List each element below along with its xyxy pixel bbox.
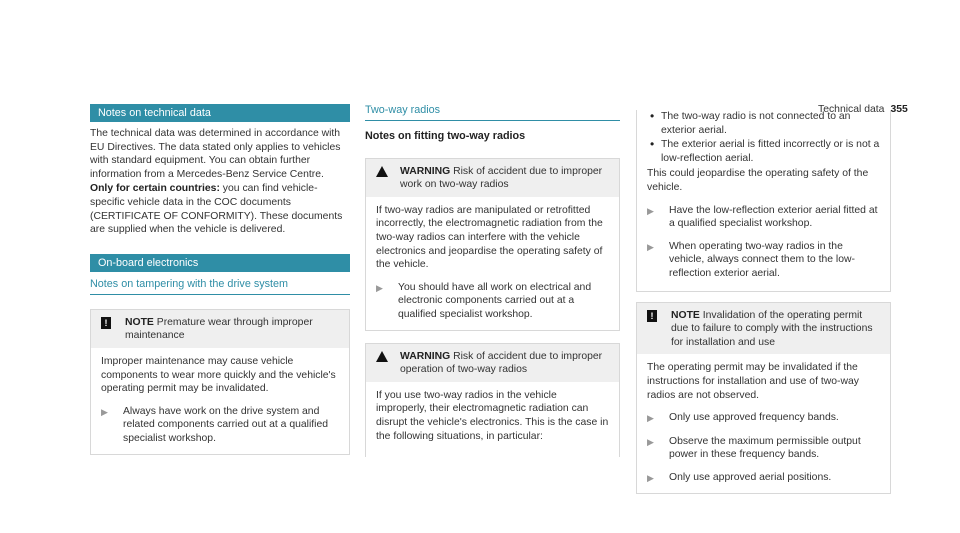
arrow-right-icon: ▶: [647, 472, 654, 483]
heading-onboard-electronics: On-board electronics: [90, 254, 350, 272]
note-box-header: [637, 303, 890, 355]
warning-box-body: [366, 382, 619, 457]
warning-body-text: If two-way radios are manipulated or retrofitted incorrectly, the electromagnetic radiation from the two-way radios can interfere with the vehicle electronics and jeopardise the operating safety of the vehicle.: [376, 204, 603, 271]
heading-fitting-radios: Notes on fitting two-way radios: [365, 130, 526, 142]
arrow-right-icon: ▶: [376, 282, 383, 293]
instruction-step: ▶ Only use approved aerial positions.: [647, 471, 880, 486]
instruction-step: ▶ Observe the maximum permissible output power in these frequency bands.: [647, 435, 861, 461]
instruction-step: ▶ When operating two-way radios in the vehicle, always connect them to the low-reflection exterior aerial.: [647, 240, 855, 279]
note-body-text: Improper maintenance may cause vehicle components to wear more quickly and the vehicle's operating permit may be invalidated.: [101, 355, 336, 395]
note-body-text: The operating permit may be invalidated if the instructions for installation and use of two-way radios are not observed.: [647, 362, 859, 401]
list-item: • The exterior aerial is fitted incorrectly or is not a low-reflection aerial.: [647, 138, 880, 165]
warning-title: Risk of accident due to improper operation of two-way radios: [400, 350, 603, 376]
arrow-right-icon: ▶: [647, 241, 654, 252]
instruction-step: ▶ Only use approved frequency bands.: [647, 411, 880, 426]
warning-body-text: If you use two-way radios in the vehicle improperly, their electromagnetic radiation can disrupt the vehicle's electronics. This is the case in the following situations, in particular:: [376, 389, 609, 442]
step-text: Always have work on the drive system and related components carried out at a qualified specialist workshop.: [123, 405, 329, 444]
warning-box-header: [366, 159, 619, 197]
bullet-icon: •: [650, 137, 655, 152]
note-icon: !: [647, 309, 671, 350]
list-item: • The two-way radio is not connected to an exterior aerial.: [647, 110, 880, 137]
arrow-right-icon: ▶: [647, 205, 654, 216]
heading-technical-data: Notes on technical data: [90, 104, 350, 122]
warning-continuation-box: [636, 110, 891, 292]
page-number: 355: [890, 104, 908, 115]
warning-label: WARNING: [400, 165, 451, 177]
countries-paragraph: [90, 182, 350, 236]
warning-triangle-icon: [376, 350, 400, 377]
bullet-icon: •: [650, 109, 655, 123]
warning-box-body: [366, 197, 619, 330]
warning-box-work: [365, 158, 620, 331]
warning-box-header: [366, 344, 619, 382]
column-middle: [365, 104, 620, 457]
warning-box-operation: [365, 343, 620, 458]
column-left: [90, 104, 350, 455]
arrow-right-icon: ▶: [647, 436, 654, 447]
note-label: NOTE: [125, 316, 154, 328]
warning-title: Risk of accident due to improper work on two-way radios: [400, 165, 603, 191]
note-box-maintenance: [90, 309, 350, 455]
instruction-step: [101, 405, 339, 446]
note-icon: !: [101, 316, 125, 343]
instruction-step: ▶ Have the low-reflection exterior aerial fitted at a qualified specialist workshop.: [647, 204, 878, 230]
instruction-step: [376, 281, 609, 322]
column-right: [636, 110, 891, 494]
note-title: Premature wear through improper maintenance: [125, 316, 313, 342]
note-label: NOTE: [671, 309, 700, 321]
heading-tampering: Notes on tampering with the drive system: [90, 278, 350, 295]
warning-triangle-icon: [376, 165, 400, 192]
arrow-right-icon: ▶: [647, 413, 654, 424]
arrow-right-icon: ▶: [101, 406, 108, 417]
step-text: You should have all work on electrical and electronic components carried out at a qualified specialist workshop.: [398, 281, 592, 320]
section-title: Technical data: [818, 104, 885, 115]
warning-label: WARNING: [400, 350, 451, 362]
heading-two-way-radios: Two-way radios: [365, 104, 620, 121]
countries-label: Only for certain countries:: [90, 183, 220, 195]
countries-text: you can find vehicle-specific vehicle data in the COC documents (CERTIFICATE OF CONFORMITY). These documents are supplied when the vehicle is delivered.: [90, 183, 343, 236]
technical-data-paragraph: The technical data was determined in accordance with EU Directives. The data stated only applies to vehicles with standard equipment. You can obtain further information from a Mercedes-Benz Service Centre.: [90, 128, 341, 180]
safety-paragraph: This could jeopardise the operating safety of the vehicle.: [647, 168, 869, 193]
note-box-permit: [636, 302, 891, 495]
note-title: Invalidation of the operating permit due to failure to comply with the instructions for installation and use: [671, 309, 873, 348]
note-box-header: [91, 310, 349, 348]
note-box-body: [637, 354, 890, 493]
note-box-body: [91, 348, 349, 454]
